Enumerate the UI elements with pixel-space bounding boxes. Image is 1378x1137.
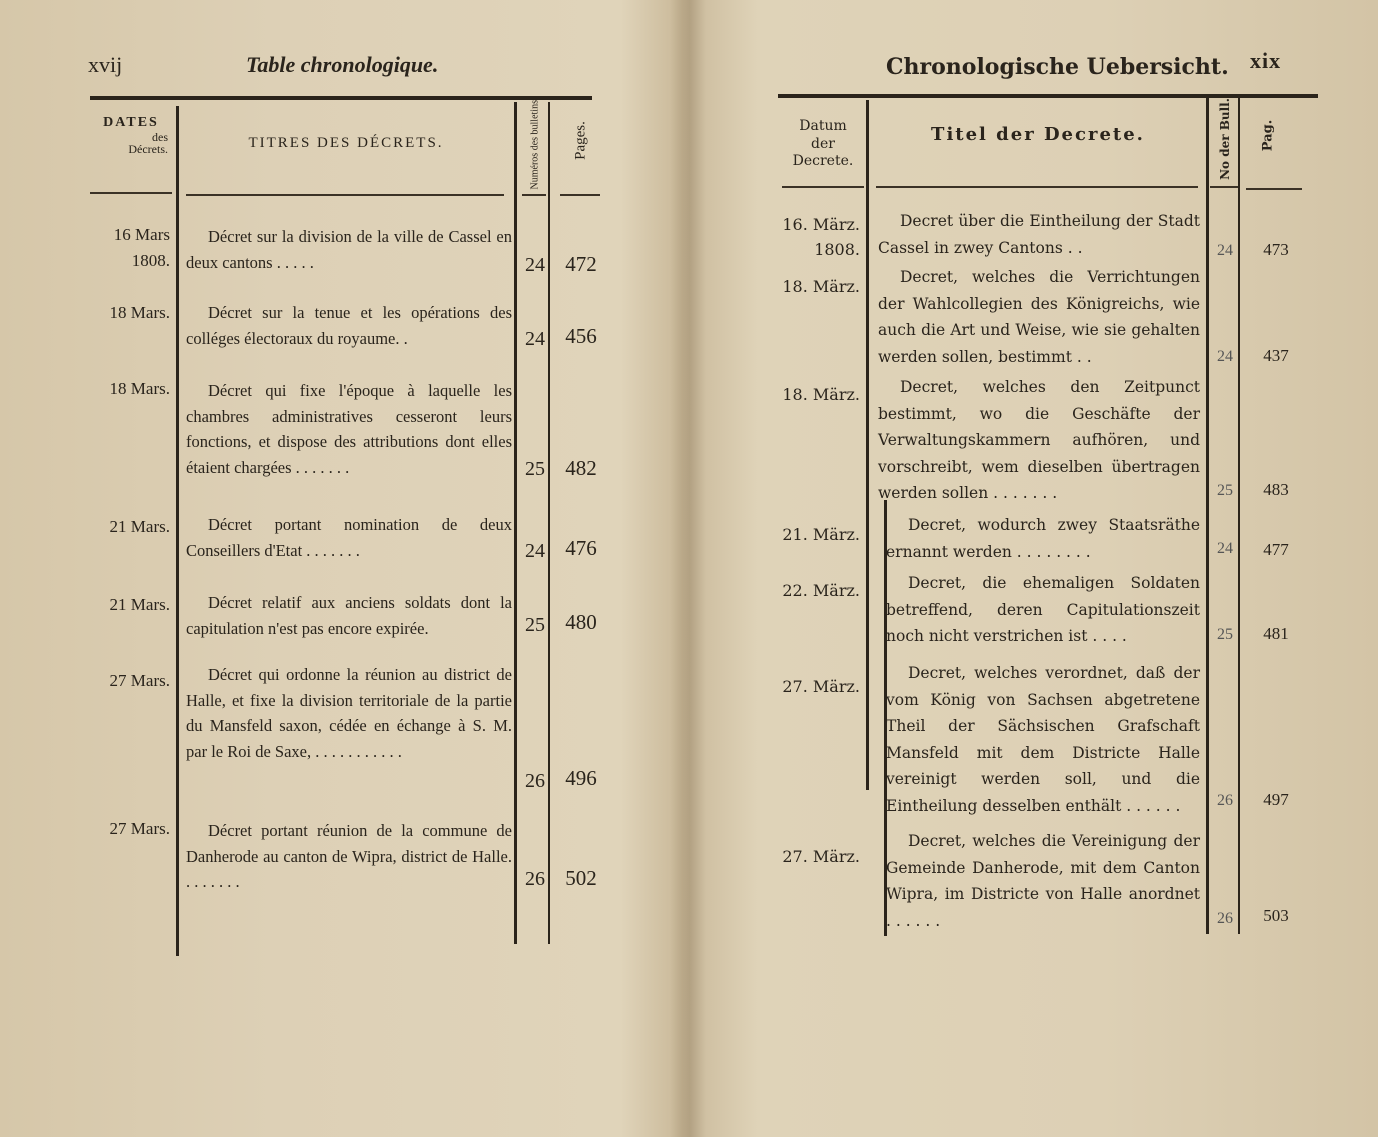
right-top-rule xyxy=(778,94,1318,98)
right-row-1-bulletin: 24 xyxy=(1217,242,1233,259)
right-row-6-title xyxy=(886,660,1200,820)
right-row-3-page: 483 xyxy=(1263,480,1289,499)
left-row-5-date: 21 Mars. xyxy=(109,595,170,614)
left-row-3-date: 18 Mars. xyxy=(109,379,170,398)
left-row-1-date-line2: 1808. xyxy=(131,251,170,270)
left-row-6-title xyxy=(186,662,512,764)
left-row-2-date: 18 Mars. xyxy=(109,303,170,322)
right-row-7-page: 503 xyxy=(1263,906,1289,925)
left-row-6-date: 27 Mars. xyxy=(109,671,170,690)
right-row-1-date xyxy=(774,212,860,262)
right-row-3-title xyxy=(878,374,1200,507)
left-row-7-page: 502 xyxy=(565,866,597,890)
left-row-2-title-text: Décret sur la tenue et les opérations des colléges électoraux du royaume. . xyxy=(186,303,512,348)
left-row-4-title-text: Décret portant nomination de deux Conseillers d'Etat . . . . . . . xyxy=(186,515,512,560)
left-row-7-title xyxy=(186,818,512,895)
right-header-dates-mid: der xyxy=(811,135,835,152)
right-row-7-title xyxy=(886,828,1200,934)
left-running-title: Table chronologique. xyxy=(246,52,439,77)
right-row-2-bulletin: 24 xyxy=(1217,348,1233,365)
right-row-5-title xyxy=(886,570,1200,650)
right-header-bulletins: No der Bull. xyxy=(1218,98,1232,180)
left-header-bulletins: Numéros des bulletins. xyxy=(529,97,541,190)
left-row-6-title-text: Décret qui ordonne la réunion au district de Halle, et fixe la division territoriale de la partie du Mansfeld saxon, cédée en échange à S. M. par le Roi de Saxe, . . . . . . . . . . . xyxy=(186,665,512,761)
right-col-divider-2 xyxy=(1206,96,1209,934)
left-row-1-bulletin: 24 xyxy=(525,254,545,276)
left-row-2-page: 456 xyxy=(565,324,597,348)
left-header-dates xyxy=(86,116,176,156)
right-row-5-title-text: Decret, die ehemaligen Soldaten betreffend, deren Capitulationszeit noch nicht verstrichen ist . . . . xyxy=(886,574,1200,646)
right-row-3-bulletin: 25 xyxy=(1217,482,1233,499)
right-header-rule-pages xyxy=(1246,188,1302,190)
left-page-number: xvij xyxy=(88,52,123,77)
right-row-4-title xyxy=(886,512,1200,565)
left-row-5-bulletin: 25 xyxy=(525,614,545,636)
left-header-rule-titles xyxy=(186,194,504,196)
left-row-3-page: 482 xyxy=(565,456,597,480)
left-row-4-date: 21 Mars. xyxy=(109,517,170,536)
right-row-3-title-text: Decret, welches den Zeitpunct bestimmt, wo die Geschäfte der Verwaltungskammern aufhören, und vorschreibt, wem dieselben übertragen werden sollen . . . . . . . xyxy=(878,378,1200,503)
left-row-6-page: 496 xyxy=(565,766,597,790)
right-header-dates-top: Datum xyxy=(799,118,847,134)
right-header-titles: Titel der Decrete. xyxy=(931,124,1145,145)
right-row-4-bulletin: 24 xyxy=(1217,540,1233,557)
right-row-1-title-text: Decret über die Eintheilung der Stadt Cassel in zwey Cantons . . xyxy=(878,212,1200,257)
left-top-rule xyxy=(90,96,592,100)
right-header-rule-bull xyxy=(1210,186,1238,188)
left-row-7-date: 27 Mars. xyxy=(109,819,170,838)
right-row-1-date-line1: 16. März. xyxy=(782,215,860,234)
right-row-4-title-text: Decret, wodurch zwey Staatsräthe ernannt werden . . . . . . . . xyxy=(886,516,1200,561)
left-header-dates-top: DATES xyxy=(103,115,159,130)
left-header-rule-dates xyxy=(90,192,172,194)
left-row-1-title-text: Décret sur la division de la ville de Cassel en deux cantons . . . . . xyxy=(186,227,512,272)
left-row-3-title-text: Décret qui fixe l'époque à laquelle les chambres administratives cesseront leurs fonctions, et dispose des attributions dont elles étaient chargées . . . . . . . xyxy=(186,381,512,477)
right-row-1-date-line2: 1808. xyxy=(814,240,860,259)
left-col-divider-2 xyxy=(514,102,517,944)
right-row-2-page: 437 xyxy=(1263,346,1289,365)
left-row-3-title xyxy=(186,378,512,480)
left-col-divider-3 xyxy=(548,102,550,944)
right-row-2-title xyxy=(878,264,1200,370)
left-row-4-bulletin: 24 xyxy=(525,540,545,562)
right-header-pages: Pag. xyxy=(1260,119,1276,152)
left-header-pages: Pages. xyxy=(572,121,589,160)
right-row-3-date: 18. März. xyxy=(782,385,860,404)
left-row-4-title xyxy=(186,512,512,563)
right-row-4-date: 21. März. xyxy=(782,525,860,544)
left-row-2-bulletin: 24 xyxy=(525,328,545,350)
left-header-dates-bot: Décrets. xyxy=(128,142,168,157)
left-header-rule-pages xyxy=(560,194,600,196)
right-row-2-date: 18. März. xyxy=(782,277,860,296)
right-col-divider-1 xyxy=(866,100,869,790)
right-row-7-title-text: Decret, welches die Vereinigung der Gemeinde Danherode, mit dem Canton Wipra, im Districte von Halle anordnet . . . . . . xyxy=(886,832,1200,930)
right-row-6-page: 497 xyxy=(1263,790,1289,809)
right-row-7-bulletin: 26 xyxy=(1217,910,1233,927)
right-row-6-title-text: Decret, welches verordnet, daß der vom König von Sachsen abgetretene Theil der Sächsischen Grafschaft Mansfeld mit dem Districte Halle vereinigt werden soll, und die Eintheilung desselben enthält . . . . . . xyxy=(886,664,1200,815)
left-row-6-bulletin: 26 xyxy=(525,770,545,792)
left-row-7-bulletin: 26 xyxy=(525,868,545,890)
right-row-5-date: 22. März. xyxy=(782,581,860,600)
left-row-2-title xyxy=(186,300,512,351)
right-header-dates-bot: Decrete. xyxy=(792,153,854,169)
right-row-5-bulletin: 25 xyxy=(1217,626,1233,643)
right-header-rule-titles xyxy=(876,186,1198,188)
right-row-7-date: 27. März. xyxy=(782,847,860,866)
right-page xyxy=(690,0,1378,1137)
right-row-4-page: 477 xyxy=(1263,540,1289,559)
right-row-2-title-text: Decret, welches die Verrichtungen der Wahlcollegien des Königreichs, wie auch die Art und Weise, wie sie gehalten werden sollen, bestimmt . . xyxy=(878,268,1200,366)
left-row-5-title xyxy=(186,590,512,641)
left-header-dates-mid: des xyxy=(152,129,168,144)
right-row-6-date: 27. März. xyxy=(782,677,860,696)
right-row-1-title xyxy=(878,208,1200,261)
left-row-7-title-text: Décret portant réunion de la commune de Danherode au canton de Wipra, district de Halle. . . . . . . . xyxy=(186,821,512,891)
left-row-5-title-text: Décret relatif aux anciens soldats dont la capitulation n'est pas encore expirée. xyxy=(186,593,512,638)
left-page xyxy=(0,0,680,1137)
left-row-1-date-line1: 16 Mars xyxy=(113,225,170,244)
right-page-number: xix xyxy=(1250,48,1282,73)
right-row-6-bulletin: 26 xyxy=(1217,792,1233,809)
right-header-dates xyxy=(782,118,864,171)
left-row-1-page: 472 xyxy=(565,252,597,276)
left-row-3-bulletin: 25 xyxy=(525,458,545,480)
right-row-1-page: 473 xyxy=(1263,240,1289,259)
left-row-1-date xyxy=(90,222,170,274)
left-row-1-title xyxy=(186,224,512,275)
right-header-rule-dates xyxy=(782,186,864,188)
right-row-5-page: 481 xyxy=(1263,624,1289,643)
left-header-titles: TITRES DES DÉCRETS. xyxy=(248,135,444,151)
left-col-divider-1 xyxy=(176,106,179,956)
right-running-title: Chronologische Uebersicht. xyxy=(886,54,1229,80)
left-row-4-page: 476 xyxy=(565,536,597,560)
left-row-5-page: 480 xyxy=(565,610,597,634)
